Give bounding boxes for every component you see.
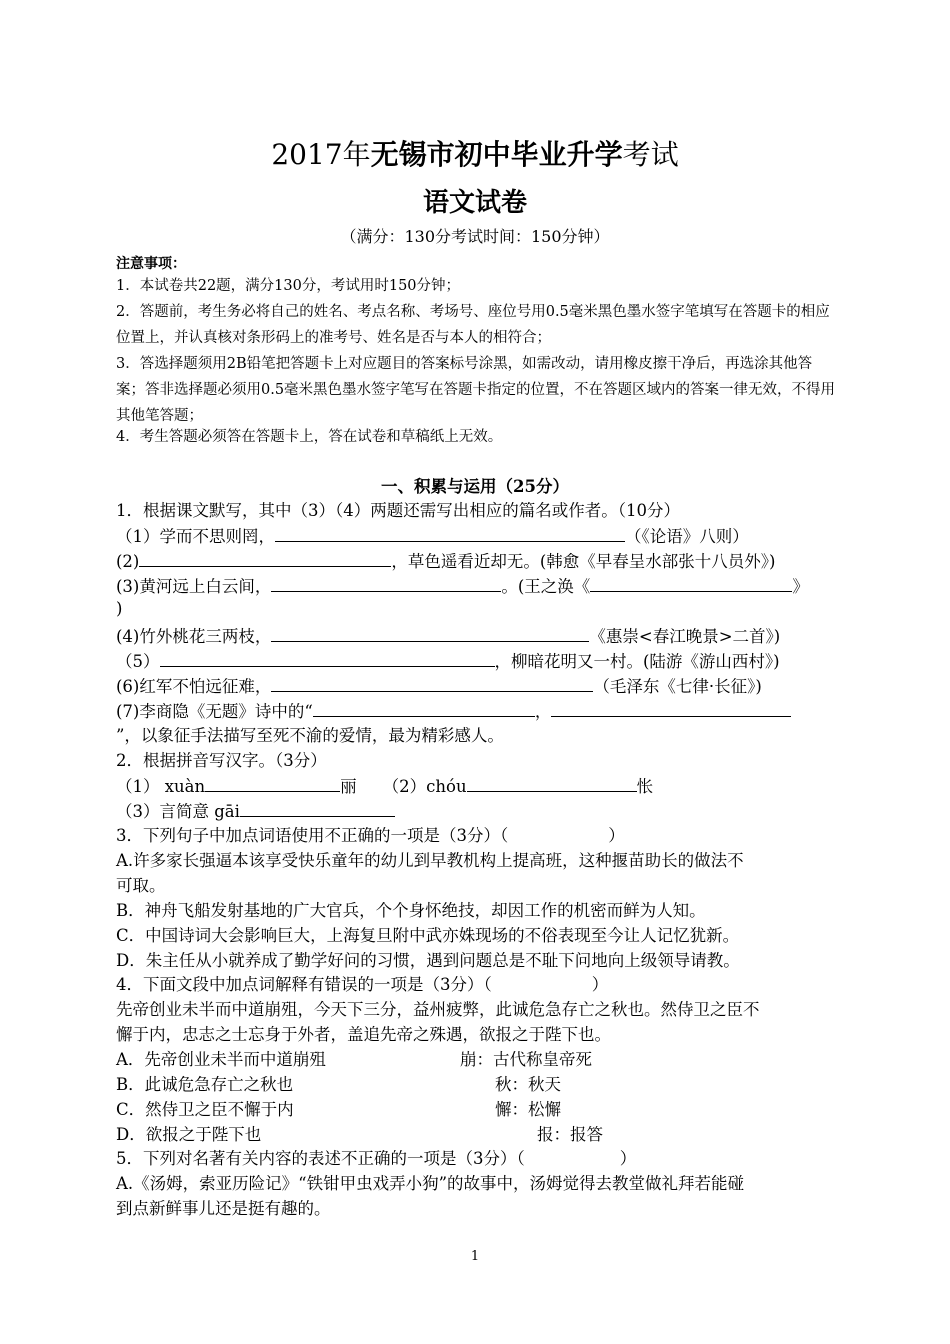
q5-stem: [116, 1146, 636, 1171]
answer-blank[interactable]: [275, 523, 625, 542]
q4-option-b: B．此诚危急存亡之秋也: [116, 1075, 294, 1094]
q1-1-text: （1）学而不思则罔，: [116, 527, 275, 546]
q1-item-7: [116, 698, 791, 724]
q2-2-char: 怅: [636, 777, 654, 796]
q1-item-5: [116, 648, 780, 674]
title-bold: 无锡市初中毕业升学: [370, 138, 623, 171]
q1-stem: 1．根据课文默写，其中（3）（4）两题还需写出相应的篇名或作者。（10分）: [116, 501, 680, 520]
q4-stem: [116, 972, 608, 997]
answer-blank[interactable]: [240, 798, 395, 817]
q1-item-7-cont: ”，以象征手法描写至死不渝的爱情，最为精彩感人。: [116, 726, 504, 745]
q1-1-source: （《论语》八则）: [625, 527, 749, 546]
q1-item-4: [116, 623, 780, 649]
title-year: 2017年: [271, 138, 371, 171]
notice-heading: 注意事项：: [116, 256, 186, 272]
q1-item-6: [116, 673, 762, 699]
exam-title: [0, 133, 950, 173]
q1-5-text: ，柳暗花明又一村。(陆游《游山西村》): [494, 652, 780, 671]
section-heading: 一、积累与运用（25分）: [381, 477, 569, 496]
answer-blank[interactable]: [160, 648, 495, 667]
q5-option-a: A.《汤姆，索亚历险记》“铁钳甲虫戏弄小狗”的故事中，汤姆觉得去教堂做礼拜若能碰: [116, 1174, 745, 1193]
q4-stem-close: ）: [591, 975, 609, 994]
q3-stem-text: 3．下列句子中加点词语使用不正确的一项是（3分）（: [116, 826, 509, 845]
answer-blank[interactable]: [139, 548, 391, 567]
q1-7-comma: ，: [534, 702, 552, 721]
q1-2-text: ，草色遥看近却无。(韩愈《早春呈水部张十八员外》): [391, 552, 776, 571]
notice-item-1: 1．本试卷共22题，满分130分，考试用时150分钟；: [116, 278, 461, 294]
notice-item-2: 2．答题前，考生务必将自己的姓名、考点名称、考场号、座位号用0.5毫米黑色墨水签字笔填写在答题卡的相应位置上，并认真核对条形码上的准考号、姓名是否与本人的相符合；: [116, 304, 830, 346]
q3-option-b: B．神舟飞船发射基地的广大官兵，个个身怀绝技，却因工作的机密而鲜为人知。: [116, 901, 706, 920]
q4-option-c-gloss: 懈：松懈: [495, 1100, 561, 1119]
q3-option-a-cont: 可取。: [116, 876, 166, 895]
q1-2-num: (2): [116, 552, 140, 571]
q5-stem-close: ）: [619, 1149, 637, 1168]
answer-blank[interactable]: [271, 623, 589, 642]
q4-stem-text: 4．下面文段中加点词解释有错误的一项是（3分）（: [116, 975, 492, 994]
q1-item-1: [116, 523, 749, 549]
answer-blank[interactable]: [271, 573, 501, 592]
q1-6-text: (6)红军不怕远征难，: [116, 677, 272, 696]
q1-item-2: [116, 548, 776, 574]
answer-blank[interactable]: [313, 698, 535, 717]
q1-3-text: (3)黄河远上白云间，: [116, 577, 272, 596]
page-number: 1: [470, 1249, 480, 1264]
q2-stem: 2．根据拼音写汉字。（3分）: [116, 751, 327, 770]
notice-item-3: 3．答选择题须用2B铅笔把答题卡上对应题目的答案标号涂黑，如需改动，请用橡皮擦干净后，再选涂其他答案；答非选择题必须用0.5毫米黑色墨水签字笔写在答题卡指定的位置，不在答题区域内的答案一律无效，不得用其他笔答题；: [116, 356, 836, 424]
q3-option-a: A.许多家长强逼本该享受快乐童年的幼儿到早教机构上提高班，这种揠苗助长的做法不: [116, 851, 744, 870]
q1-7-text: (7)李商隐《无题》诗中的“: [116, 702, 313, 721]
q3-option-d: D．朱主任从小就养成了勤学好问的习惯，遇到问题总是不耻下问地向上级领导请教。: [116, 951, 740, 970]
q2-1-pinyin: （1） xuàn: [116, 777, 206, 796]
exam-subtitle: 语文试卷: [422, 188, 527, 218]
q1-item-3-cont: ): [116, 599, 123, 618]
q4-passage-cont: 懈于内，忠志之士忘身于外者，盖追先帝之殊遇，欲报之于陛下也。: [116, 1025, 611, 1044]
q2-1-char: 丽: [340, 777, 357, 796]
q5-option-a-cont: 到点新鲜事儿还是挺有趣的。: [116, 1199, 331, 1218]
answer-blank[interactable]: [271, 673, 593, 692]
q1-6-source: （毛泽东《七律·长征》): [593, 677, 762, 696]
answer-blank[interactable]: [467, 773, 637, 792]
q2-2-pinyin: （2）chóu: [382, 777, 467, 796]
q4-option-d-gloss: 报：报答: [537, 1125, 603, 1144]
q4-option-a-gloss: 崩：古代称皇帝死: [460, 1050, 592, 1069]
q3-option-c: C．中国诗词大会影响巨大，上海复旦附中武亦姝现场的不俗表现至今让人记忆犹新。: [116, 926, 740, 945]
score-info: （满分：130分考试时间：150分钟）: [340, 227, 610, 246]
title-tail: 考试: [622, 138, 679, 171]
q5-stem-text: 5．下列对名著有关内容的表述不正确的一项是（3分）（: [116, 1149, 525, 1168]
q4-option-b-gloss: 秋：秋天: [495, 1075, 561, 1094]
notice-item-4: 4．考生答题必须答在答题卡上，答在试卷和草稿纸上无效。: [116, 429, 503, 445]
q2-row-1: [116, 773, 653, 799]
q4-passage: 先帝创业未半而中道崩殂，今天下三分，益州疲弊，此诚危急存亡之秋也。然侍卫之臣不: [116, 1000, 760, 1019]
q1-4-source: 《惠崇<春江晚景>二首》): [589, 627, 781, 646]
q4-option-a: A．先帝创业未半而中道崩殂: [116, 1050, 326, 1069]
q3-stem: [116, 823, 625, 848]
q4-option-c: C．然侍卫之臣不懈于内: [116, 1100, 294, 1119]
q4-option-d: D．欲报之于陛下也: [116, 1125, 262, 1144]
q1-5-num: （5）: [116, 652, 160, 671]
q3-stem-close: ）: [608, 826, 625, 845]
q2-row-2: [116, 798, 395, 824]
q1-3-author: 。(王之涣《: [501, 577, 591, 596]
answer-blank[interactable]: [590, 573, 792, 592]
answer-blank[interactable]: [205, 773, 340, 792]
q1-3-close: 》: [792, 577, 809, 596]
q1-4-text: (4)竹外桃花三两枝，: [116, 627, 272, 646]
answer-blank[interactable]: [551, 698, 791, 717]
q2-3-pinyin: （3）言简意 gāi: [116, 802, 240, 821]
q1-item-3: [116, 573, 809, 599]
